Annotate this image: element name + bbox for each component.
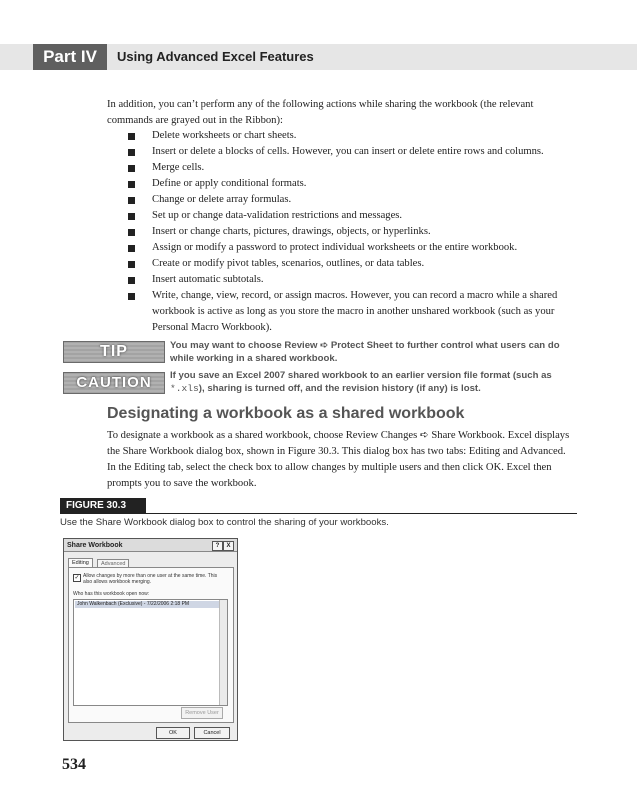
list-item: Define or apply conditional formats. <box>128 176 578 192</box>
chapter-title: Using Advanced Excel Features <box>117 49 314 64</box>
part-label: Part IV <box>33 44 107 70</box>
figure-label: FIGURE 30.3 <box>60 498 146 514</box>
allow-changes-label: Allow changes by more than one user at the same time. This also allows workbook merging. <box>83 573 218 585</box>
section-heading: Designating a workbook as a shared workbook <box>107 405 465 422</box>
dialog-title-bar <box>64 539 237 552</box>
help-button[interactable]: ? <box>212 541 223 551</box>
page-number: 534 <box>62 756 86 773</box>
restriction-list <box>128 128 578 336</box>
close-button[interactable]: X <box>223 541 234 551</box>
caution-text-before: If you save an Excel 2007 shared workbook to an earlier version file format (such as <box>170 370 552 381</box>
figure-caption: Use the Share Workbook dialog box to control the sharing of your workbooks. <box>60 517 389 528</box>
list-item[interactable]: John Walkenbach (Exclusive) - 7/22/2006 2:18 PM <box>75 601 219 608</box>
list-item: Write, change, view, record, or assign macros. However, you can record a macro while a shared workbook is active as long as you store the macro in another unshared workbook (such as your Personal Macro Workbook). <box>128 288 578 336</box>
dialog-title: Share Workbook <box>67 542 123 549</box>
caution-file-extension: *.xls <box>170 383 199 394</box>
list-item: Insert or change charts, pictures, drawings, objects, or hyperlinks. <box>128 224 578 240</box>
ok-button[interactable]: OK <box>156 727 190 739</box>
tab-editing[interactable]: Editing <box>68 558 93 568</box>
list-item: Set up or change data-validation restrictions and messages. <box>128 208 578 224</box>
users-listbox[interactable] <box>73 599 228 706</box>
remove-user-button[interactable]: Remove User <box>181 707 223 719</box>
intro-paragraph: In addition, you can’t perform any of the following actions while sharing the workbook (the relevant commands are grayed out in the Ribbon): <box>107 99 534 126</box>
listbox-scrollbar[interactable] <box>219 600 227 705</box>
tab-advanced[interactable]: Advanced <box>97 559 129 569</box>
caution-badge: CAUTION <box>63 372 165 394</box>
tip-badge: TIP <box>63 341 165 363</box>
who-has-open-label: Who has this workbook open now: <box>73 591 150 597</box>
list-item: Merge cells. <box>128 160 578 176</box>
list-item: Create or modify pivot tables, scenarios, outlines, or data tables. <box>128 256 578 272</box>
list-item: Insert automatic subtotals. <box>128 272 578 288</box>
list-item: Assign or modify a password to protect individual worksheets or the entire workbook. <box>128 240 578 256</box>
section-paragraph: To designate a workbook as a shared workbook, choose Review Changes ➪ Share Workbook. Excel displays the Share Workbook dialog box, shown in Figure 30.3. This dialog box has two tabs: Editing and Advanced. In the Editing tab, select the check box to allow changes by multiple users and then click OK. Excel then prompts you to save the workbook. <box>107 430 570 489</box>
caution-text-after: ), sharing is turned off, and the revision history (if any) is lost. <box>198 383 481 394</box>
cancel-button[interactable]: Cancel <box>194 727 230 739</box>
share-workbook-dialog <box>63 538 238 741</box>
list-item: Change or delete array formulas. <box>128 192 578 208</box>
allow-changes-checkbox[interactable]: ✓ <box>74 575 80 581</box>
editing-panel <box>68 567 234 723</box>
list-item: Delete worksheets or chart sheets. <box>128 128 578 144</box>
figure-rule <box>140 513 577 514</box>
list-item: Insert or delete a blocks of cells. However, you can insert or delete entire rows and columns. <box>128 144 578 160</box>
tip-text: You may want to choose Review ➪ Protect Sheet to further control what users can do while working in a shared workbook. <box>170 340 560 364</box>
caution-text <box>170 369 580 395</box>
